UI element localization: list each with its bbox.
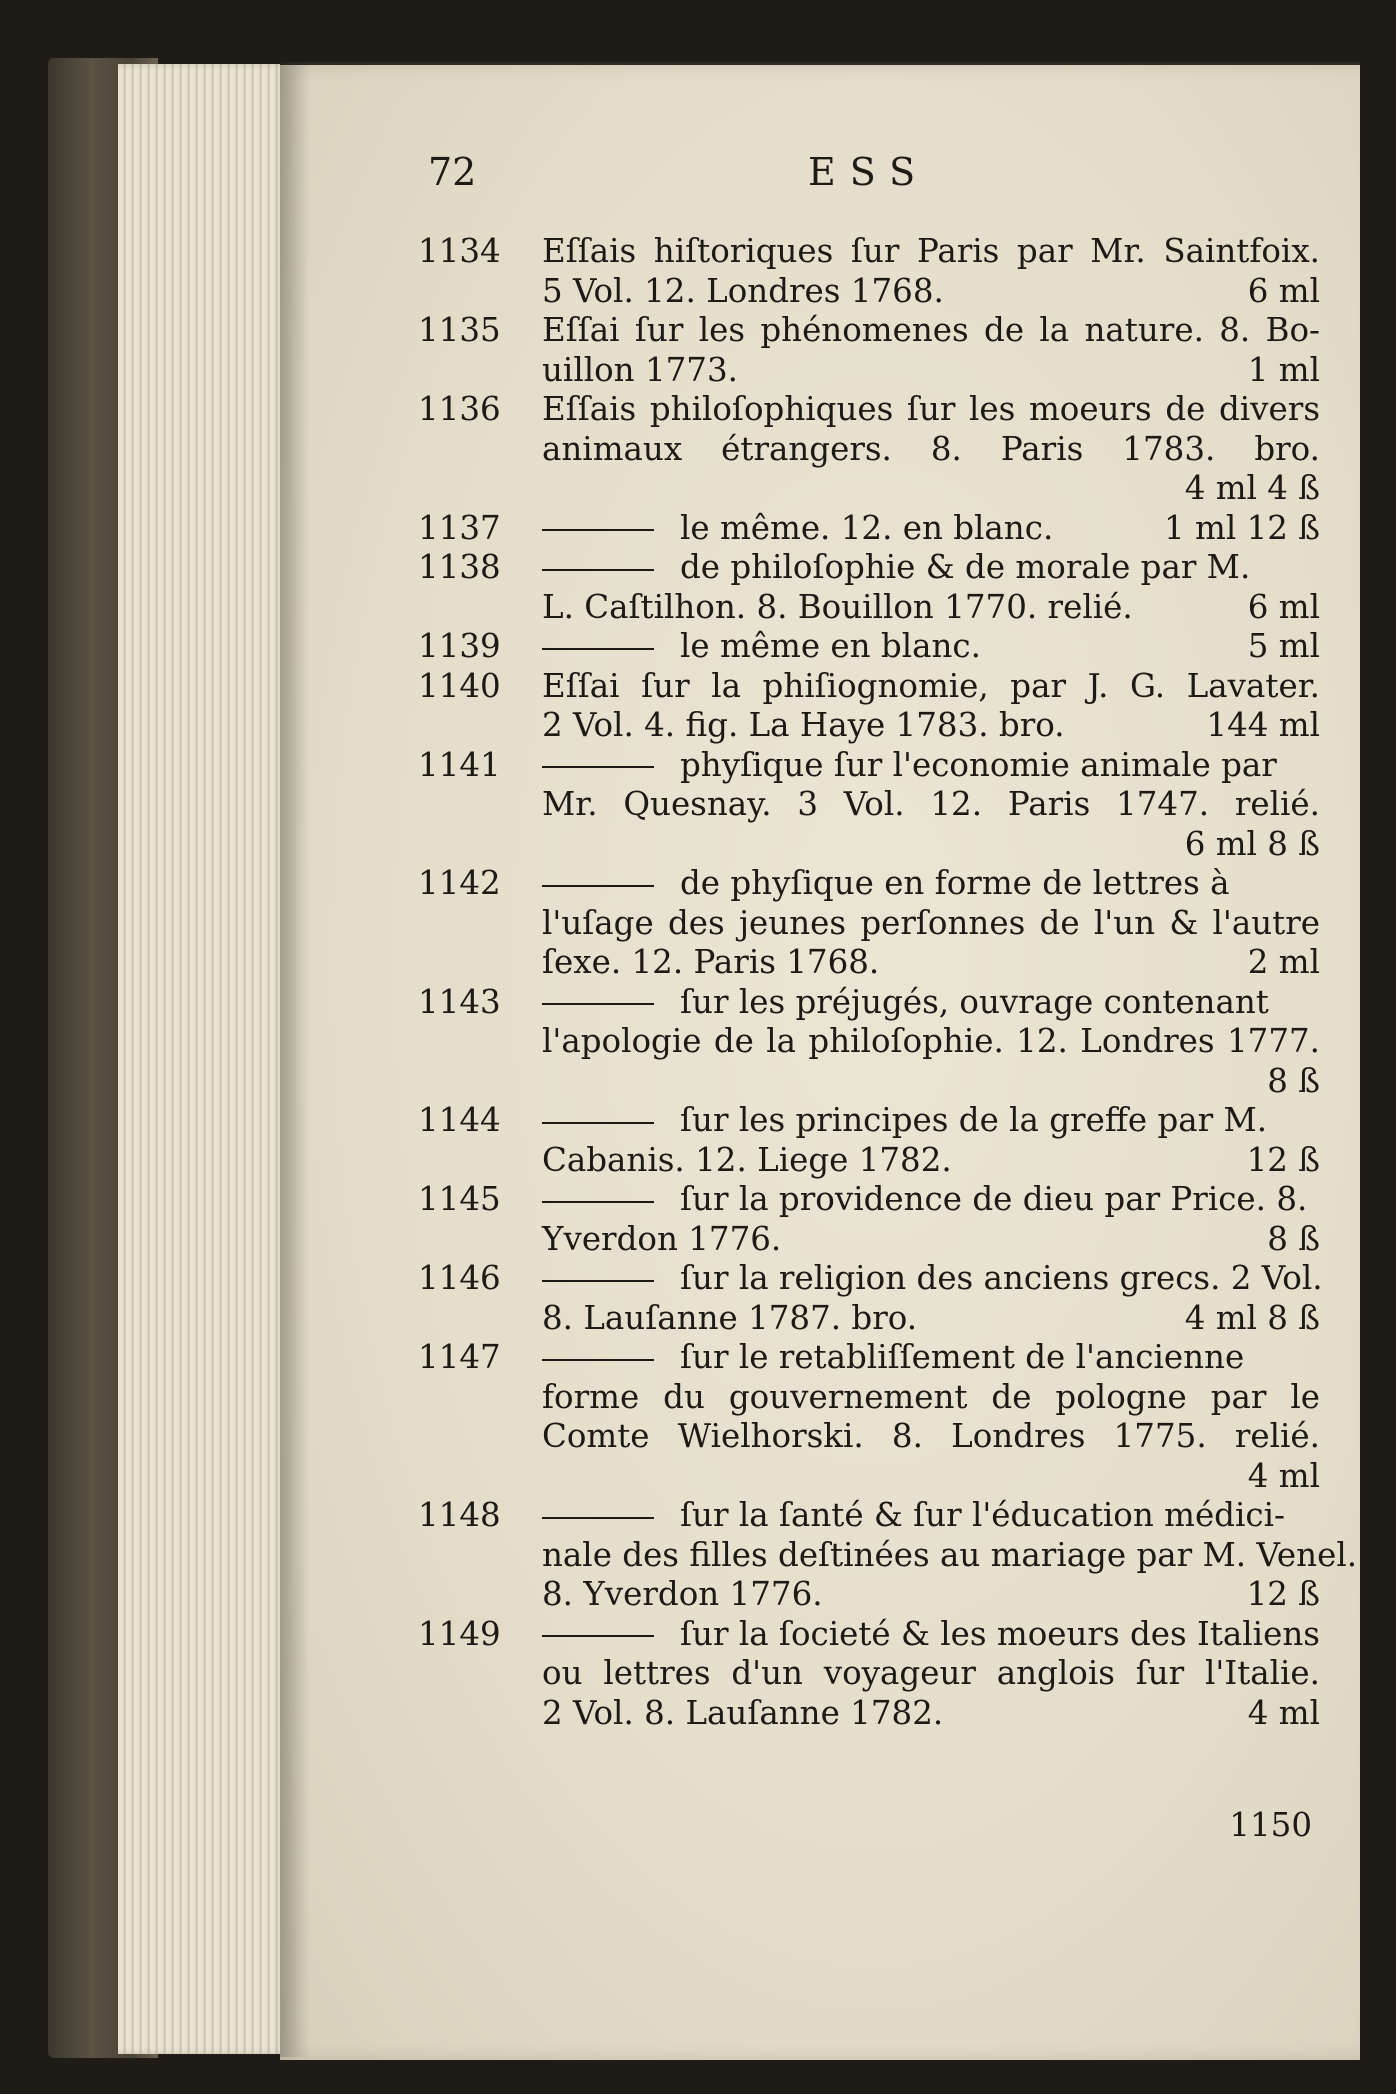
entry-price: 12 ß	[1246, 1140, 1320, 1179]
entry-line	[542, 311, 1320, 351]
ditto-dash	[542, 569, 654, 571]
ditto-dash	[542, 1201, 654, 1203]
page-number: 72	[428, 150, 477, 194]
entry-line	[542, 983, 1320, 1023]
entry-line	[542, 746, 1320, 786]
ditto-dash	[542, 1359, 654, 1361]
entry-text: Eſſai ſur la phiſiognomie, par J. G. Lavater.	[542, 666, 1320, 705]
entry-text: ſur la providence de dieu par Price. 8.	[680, 1180, 1308, 1218]
entry-line	[542, 1259, 1323, 1299]
entry-text: ſur les préjugés, ouvrage contenant	[680, 982, 1269, 1021]
entry-number: 1135	[418, 311, 501, 349]
entry-line	[542, 1141, 1320, 1181]
entry-text: ſur la ſocieté & les moeurs des Italiens	[680, 1614, 1320, 1653]
ditto-dash	[542, 1003, 654, 1005]
entry-text: l'uſage des jeunes perſonnes de l'un & l'autre	[542, 903, 1320, 942]
entry-text: Eſſai ſur les phénomenes de la nature. 8. Bo-	[542, 311, 1320, 349]
entry-price: 8 ß	[1267, 1219, 1320, 1258]
entry-line	[542, 1575, 1320, 1615]
entry-text: ou lettres d'un voyageur anglois ſur l'Italie.	[542, 1654, 1320, 1692]
catalogue-entry	[420, 864, 1320, 983]
entry-line	[542, 272, 1320, 312]
catalogue-entry	[420, 627, 1320, 667]
entry-text: forme du gouvernement de pologne par le	[542, 1377, 1320, 1416]
entry-text: l'apologie de la philoſophie. 12. Londres 1777.	[542, 1022, 1320, 1060]
entry-number: 1149	[418, 1614, 501, 1653]
entry-text: Comte Wielhorski. 8. Londres 1775. relié.	[542, 1417, 1320, 1455]
entry-line	[542, 1022, 1320, 1062]
entry-price: 6 ml 8 ß	[1184, 824, 1320, 863]
entry-price: 5 ml	[1247, 627, 1320, 665]
catalogue-entry	[420, 509, 1320, 549]
running-header: ESS	[808, 150, 930, 194]
entry-text: ſur le retabliſſement de l'ancienne	[680, 1338, 1245, 1376]
catalogue-entry	[420, 311, 1320, 390]
catalogue-entry	[418, 1496, 1358, 1615]
entry-number: 1142	[418, 864, 501, 902]
entry-text: 5 Vol. 12. Londres 1768.	[542, 271, 944, 310]
entry-line	[542, 509, 1320, 549]
catalogue-entry	[420, 1615, 1320, 1734]
entry-line	[542, 1654, 1320, 1694]
entry-text: de philoſophie & de morale par M.	[680, 548, 1251, 586]
entry-text: L. Caſtilhon. 8. Bouillon 1770. relié.	[542, 587, 1133, 626]
entry-price: 4 ml 8 ß	[1184, 1298, 1320, 1337]
catalogue-entry	[420, 1338, 1320, 1496]
entry-price: 6 ml	[1247, 587, 1320, 626]
entry-price: 4 ml	[1247, 1693, 1320, 1732]
entry-price: 12 ß	[1246, 1575, 1320, 1613]
entry-price: 4 ml	[1247, 1456, 1320, 1495]
catalogue-entry	[420, 390, 1320, 509]
page-edges	[118, 64, 288, 2054]
entry-text: ſur la ſanté & ſur l'éducation médici-	[680, 1496, 1285, 1534]
entry-price: 2 ml	[1247, 943, 1320, 981]
entry-text: uillon 1773.	[542, 350, 738, 389]
entry-number: 1136	[418, 390, 501, 428]
ditto-dash	[542, 529, 654, 531]
entry-line	[542, 785, 1320, 825]
catalogue-entry	[420, 232, 1320, 311]
entry-text: Yverdon 1776.	[542, 1219, 782, 1258]
entry-line	[542, 1299, 1320, 1339]
entry-text: de phyſique en forme de lettres à	[680, 864, 1230, 902]
entry-number: 1138	[418, 548, 501, 586]
ditto-dash	[542, 648, 654, 650]
catalogue-entry	[420, 1101, 1320, 1180]
entry-line	[542, 588, 1320, 628]
entry-price: 4 ml 4 ß	[1184, 469, 1320, 507]
entry-text: Eſſais philoſophiques ſur les moeurs de divers	[542, 390, 1320, 428]
entry-text: phyſique ſur l'economie animale par	[680, 745, 1277, 784]
catalogue-entry	[420, 548, 1320, 627]
ditto-dash	[542, 1635, 654, 1637]
catalogue-entries	[418, 232, 1358, 1733]
catalogue-entry	[420, 667, 1320, 746]
entry-line	[542, 1338, 1320, 1378]
entry-text: le même en blanc.	[680, 627, 981, 665]
entry-line	[542, 430, 1320, 470]
entry-line	[542, 1062, 1320, 1102]
entry-price: 6 ml	[1247, 271, 1320, 310]
ditto-dash	[542, 1517, 654, 1519]
ditto-dash	[542, 1122, 654, 1124]
entry-line	[542, 351, 1320, 391]
catalogue-entry	[420, 746, 1320, 865]
entry-text: le même. 12. en blanc.	[680, 508, 1054, 547]
entry-line	[542, 943, 1320, 983]
entry-price: 1 ml	[1247, 350, 1320, 389]
entry-line	[542, 1220, 1320, 1260]
entry-price: 8 ß	[1267, 1061, 1320, 1100]
entry-line	[542, 1101, 1320, 1141]
entry-line	[542, 1457, 1320, 1497]
catchword: 1150	[1229, 1806, 1312, 1844]
entry-text: ſur la religion des anciens grecs. 2 Vol.	[680, 1259, 1323, 1297]
entry-number: 1148	[418, 1496, 501, 1534]
entry-line	[542, 1378, 1320, 1418]
entry-number: 1141	[418, 745, 501, 784]
entry-text: Mr. Quesnay. 3 Vol. 12. Paris 1747. relié.	[542, 785, 1320, 823]
entry-line	[542, 1535, 1358, 1576]
entry-line	[542, 904, 1320, 944]
entry-number: 1143	[418, 982, 501, 1021]
entry-text: 8. Lauſanne 1787. bro.	[542, 1298, 918, 1337]
entry-text: Eſſais hiſtoriques ſur Paris par Mr. Saintfoix.	[542, 232, 1320, 270]
catalogue-entry	[420, 1180, 1320, 1259]
entry-text: Cabanis. 12. Liege 1782.	[542, 1140, 952, 1179]
entry-line	[542, 667, 1320, 707]
entry-number: 1145	[418, 1180, 501, 1218]
entry-line	[542, 390, 1320, 430]
entry-number: 1147	[418, 1338, 501, 1376]
page-gutter-shadow	[280, 62, 310, 2057]
entry-line	[542, 1496, 1320, 1536]
entry-line	[542, 1417, 1320, 1457]
catalogue-entry	[420, 983, 1320, 1102]
entry-text: 2 Vol. 4. fig. La Haye 1783. bro.	[542, 706, 1065, 744]
entry-line	[542, 1694, 1320, 1734]
entry-line	[542, 706, 1320, 746]
entry-price: 144 ml	[1206, 706, 1320, 744]
entry-number: 1134	[418, 232, 501, 270]
entry-number: 1144	[418, 1101, 501, 1139]
entry-line	[542, 232, 1320, 272]
entry-line	[542, 627, 1320, 667]
entry-text: animaux étrangers. 8. Paris 1783. bro.	[542, 429, 1320, 468]
entry-number: 1140	[418, 666, 501, 705]
ditto-dash	[542, 766, 654, 768]
entry-number: 1146	[418, 1259, 501, 1297]
entry-price: 1 ml 12 ß	[1164, 508, 1320, 547]
catalogue-entry	[418, 1259, 1323, 1338]
entry-number: 1137	[418, 508, 501, 547]
entry-text: ſexe. 12. Paris 1768.	[542, 943, 880, 981]
entry-line	[542, 864, 1320, 904]
entry-text: 2 Vol. 8. Lauſanne 1782.	[542, 1693, 944, 1732]
ditto-dash	[542, 885, 654, 887]
entry-line	[542, 548, 1320, 588]
entry-text: ſur les principes de la greffe par M.	[680, 1101, 1268, 1139]
ditto-dash	[542, 1280, 654, 1282]
entry-number: 1139	[418, 627, 501, 665]
entry-text: nale des filles deſtinées au mariage par M. Venel.	[542, 1535, 1358, 1574]
entry-text: 8. Yverdon 1776.	[542, 1575, 823, 1613]
entry-line	[542, 1615, 1320, 1655]
entry-line	[542, 469, 1320, 509]
entry-line	[542, 825, 1320, 865]
entry-line	[542, 1180, 1320, 1220]
